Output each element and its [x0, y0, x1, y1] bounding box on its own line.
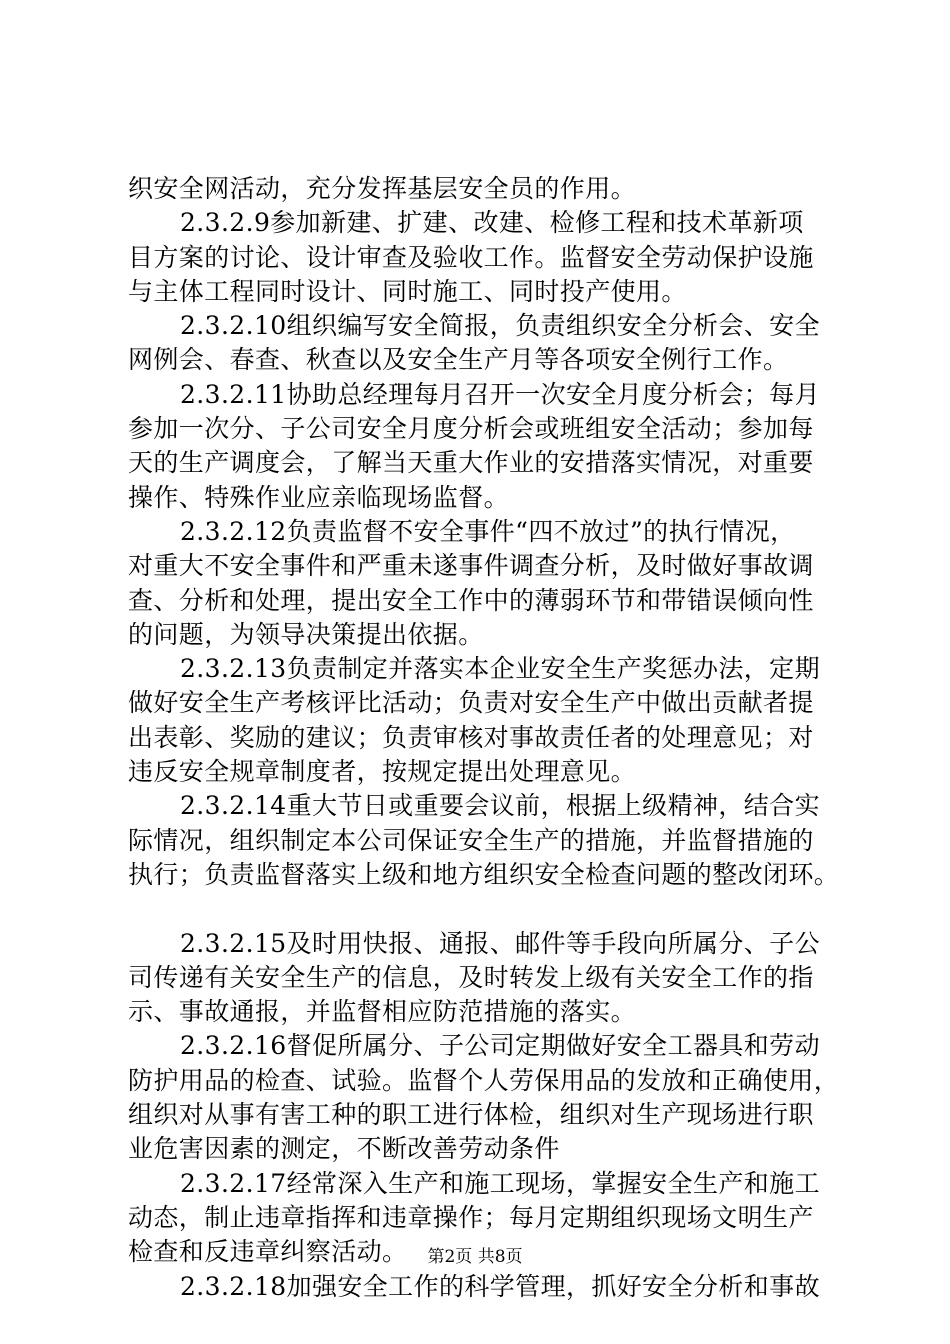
- text-line: 际情况，组织制定本公司保证安全生产的措施，并监督措施的: [128, 825, 814, 855]
- text-line: 组织对从事有害工种的职工进行体检，组织对生产现场进行职: [128, 1100, 814, 1130]
- text-line: 2.3.2.17经常深入生产和施工现场，掌握安全生产和施工: [180, 1168, 820, 1198]
- text-line: 目方案的讨论、设计审查及验收工作。监督安全劳动保护设施: [128, 242, 814, 272]
- text-line: 违反安全规章制度者，按规定提出处理意见。: [128, 757, 637, 787]
- text-line: 天的生产调度会，了解当天重大作业的安措落实情况，对重要: [128, 448, 814, 478]
- text-line: 与主体工程同时设计、同时施工、同时投产使用。: [128, 276, 687, 306]
- text-line: 出表彰、奖励的建议；负责审核对事故责任者的处理意见；对: [128, 722, 814, 752]
- text-line: 2.3.2.12负责监督不安全事件“四不放过”的执行情况，: [180, 516, 796, 546]
- text-line: 查、分析和处理，提出安全工作中的薄弱环节和带错误倾向性: [128, 585, 814, 615]
- text-line: 动态，制止违章指挥和违章操作；每月定期组织现场文明生产: [128, 1202, 814, 1232]
- text-line: 防护用品的检查、试验。监督个人劳保用品的发放和正确使用，: [128, 1065, 840, 1095]
- text-line: 对重大不安全事件和严重未遂事件调查分析，及时做好事故调: [128, 551, 814, 581]
- text-line: 司传递有关安全生产的信息，及时转发上级有关安全工作的指: [128, 962, 814, 992]
- text-line: 做好安全生产考核评比活动；负责对安全生产中做出贡献者提: [128, 688, 814, 718]
- text-line: 检查和反违章纠察活动。: [128, 1237, 408, 1267]
- text-line: 2.3.2.10组织编写安全简报，负责组织安全分析会、安全: [180, 311, 820, 341]
- text-line: 2.3.2.14重大节日或重要会议前，根据上级精神，结合实: [180, 791, 820, 821]
- text-line: 执行；负责监督落实上级和地方组织安全检查问题的整改闭环。: [128, 859, 840, 889]
- paragraph-gap: [128, 892, 833, 926]
- text-line: 2.3.2.11协助总经理每月召开一次安全月度分析会；每月: [180, 379, 820, 409]
- page-number-footer: 第2页 共8页: [427, 1247, 523, 1267]
- text-line: 示、事故通报，并监督相应防范措施的落实。: [128, 997, 637, 1027]
- text-line: 2.3.2.16督促所属分、子公司定期做好安全工器具和劳动: [180, 1031, 820, 1061]
- text-line: 2.3.2.18加强安全工作的科学管理，抓好安全分析和事故: [180, 1271, 820, 1301]
- text-line: 业危害因素的测定，不断改善劳动条件: [128, 1134, 560, 1164]
- body-text: [128, 172, 840, 1304]
- text-line: 的问题，为领导决策提出依据。: [128, 619, 484, 649]
- text-line: 2.3.2.9参加新建、扩建、改建、检修工程和技术革新项: [180, 208, 804, 238]
- text-line: 参加一次分、子公司安全月度分析会或班组安全活动；参加每: [128, 414, 814, 444]
- text-line: 2.3.2.13负责制定并落实本企业安全生产奖惩办法，定期: [180, 654, 820, 684]
- text-line: 网例会、春查、秋查以及安全生产月等各项安全例行工作。: [128, 345, 789, 375]
- text-line: 织安全网活动，充分发挥基层安全员的作用。: [128, 174, 637, 203]
- text-line: 2.3.2.15及时用快报、通报、邮件等手段向所属分、子公: [180, 928, 820, 958]
- text-line: 操作、特殊作业应亲临现场监督。: [128, 482, 510, 512]
